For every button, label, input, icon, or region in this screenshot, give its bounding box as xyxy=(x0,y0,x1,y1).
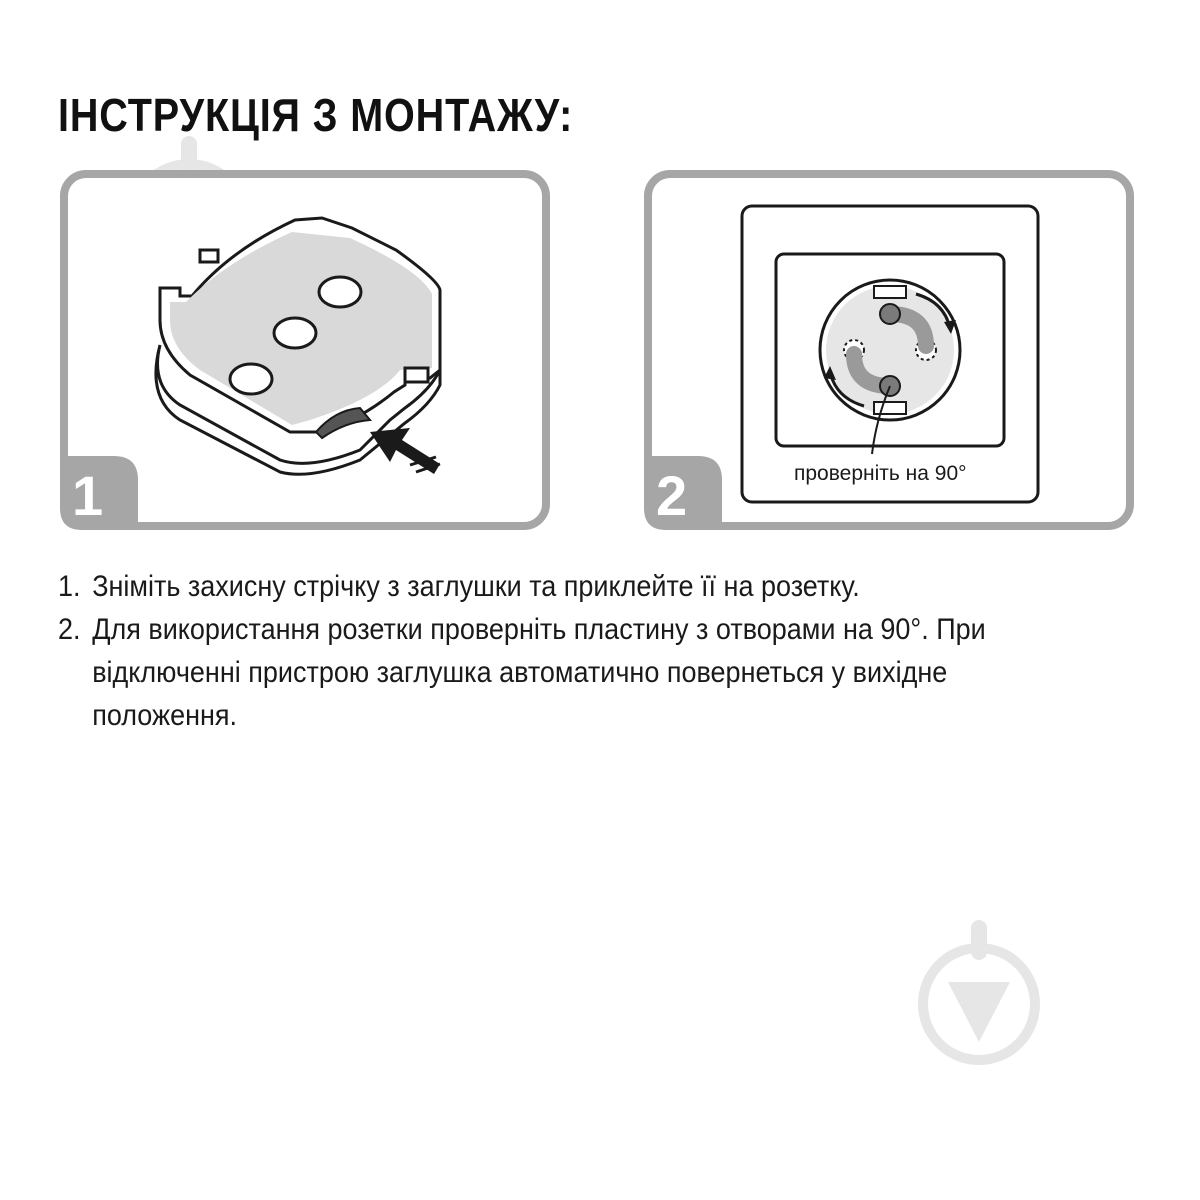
step-number: 2 xyxy=(656,464,688,527)
list-item-number: 2. xyxy=(58,613,81,646)
instructions-list xyxy=(58,565,1048,737)
step-1-panel xyxy=(60,170,550,530)
list-item xyxy=(58,565,1048,608)
rotate-caption: проверніть на 90° xyxy=(794,462,967,485)
step-1-illustration xyxy=(60,170,550,530)
step-2-panel xyxy=(644,170,1134,530)
list-item-number: 1. xyxy=(58,570,81,603)
page-title: ІНСТРУКЦІЯ З МОНТАЖУ: xyxy=(58,89,574,141)
list-item-text: Зніміть захисну стрічку з заглушки та приклейте її на розетку. xyxy=(92,570,860,603)
list-item-text: Для використання розетки проверніть пластину з отворами на 90°. При відключенні пристрою заглушка автоматично повернеться у вихідне положення. xyxy=(92,613,986,732)
watermark-logo-icon xyxy=(918,920,1040,1070)
list-item xyxy=(58,608,1048,737)
step-number: 1 xyxy=(72,464,104,527)
